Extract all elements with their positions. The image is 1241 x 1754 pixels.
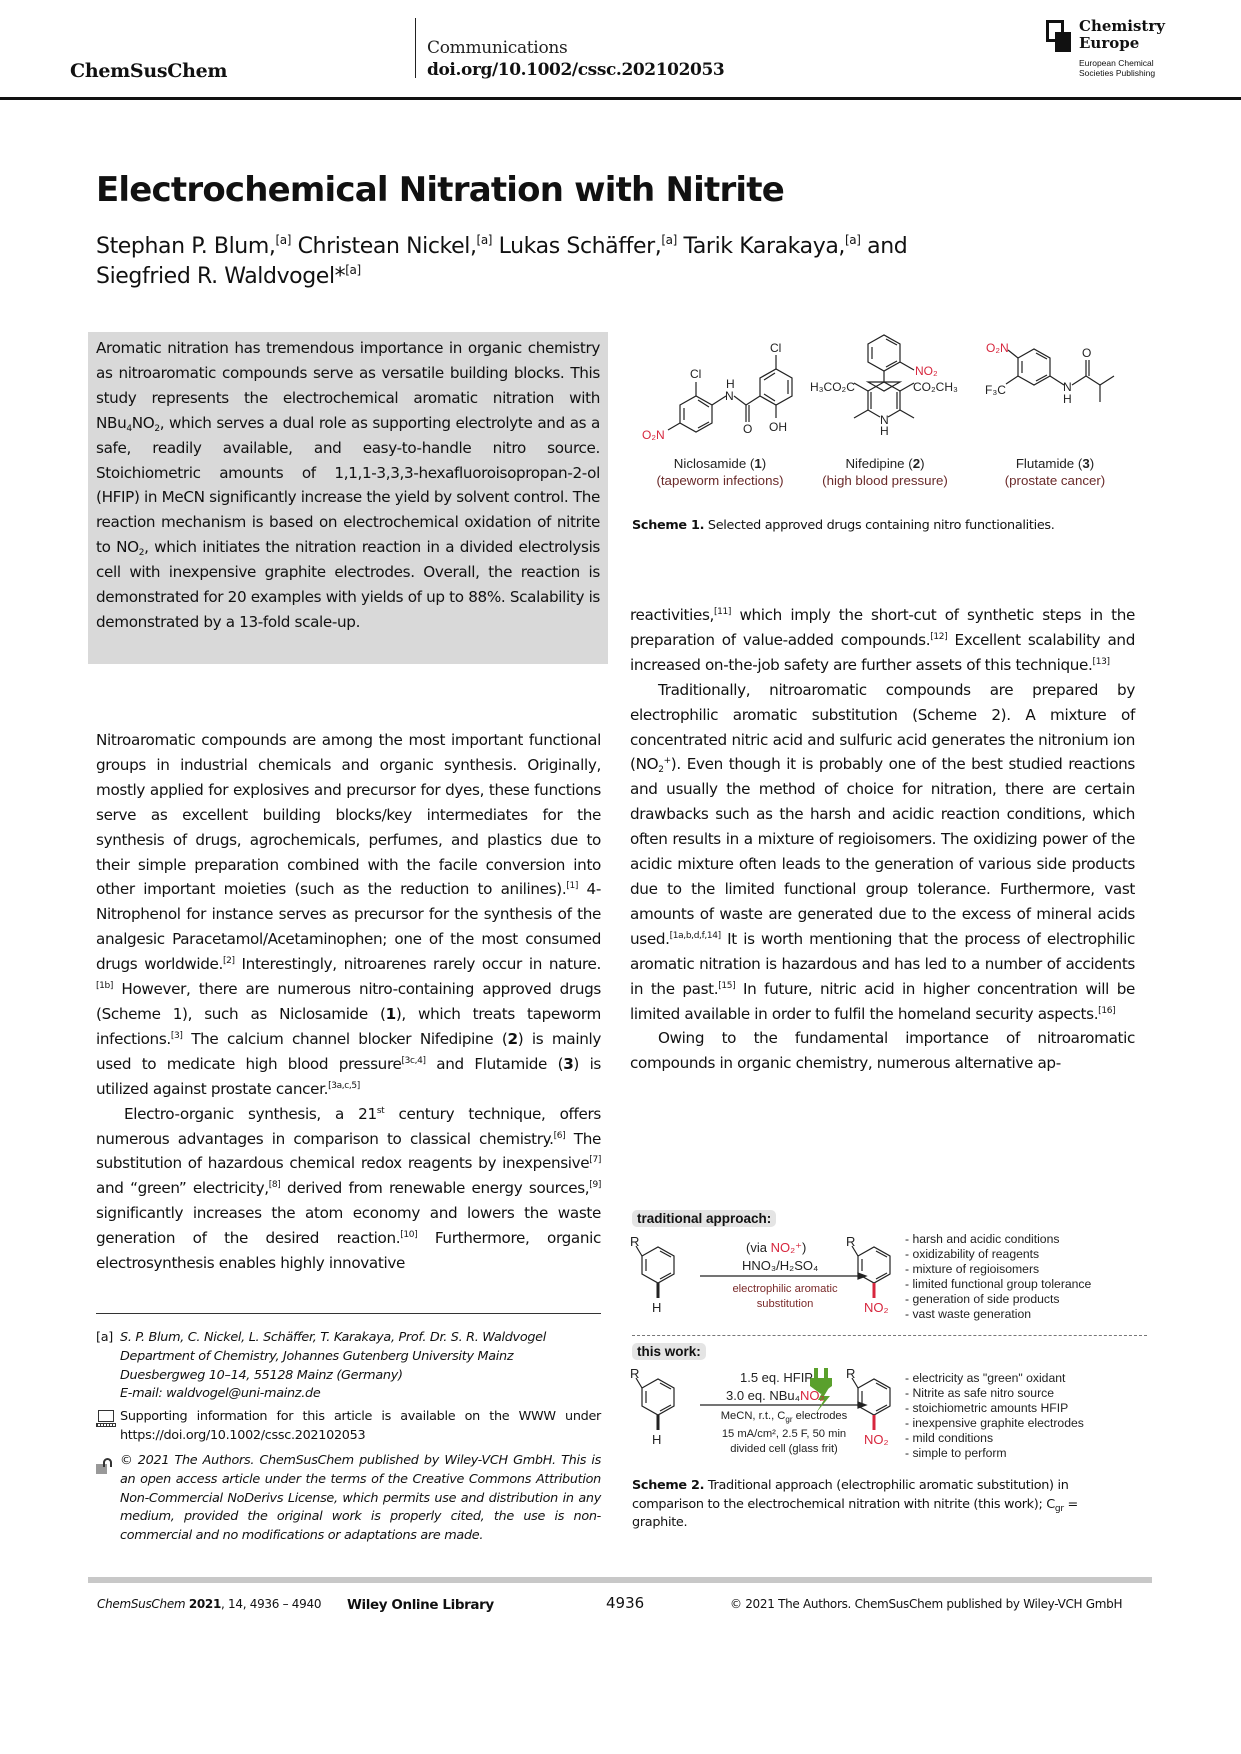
scheme-1-figure xyxy=(630,330,1140,495)
page-number: 4936 xyxy=(606,1594,645,1612)
body-right-column xyxy=(630,603,1135,1076)
nitro-product: NO₂ xyxy=(864,1300,889,1315)
open-access-lock-icon xyxy=(96,1458,116,1476)
compound-label-3: Flutamide (3) (prostate cancer) xyxy=(1004,456,1106,488)
svg-text:Cl: Cl xyxy=(770,341,782,355)
svg-text:H: H xyxy=(726,377,735,391)
laptop-icon xyxy=(96,1410,116,1428)
nitro-group: O₂N xyxy=(986,341,1009,355)
paragraph: Traditionally, nitroaromatic compounds are prepared by electrophilic aromatic substitution (Scheme 2). A mixture of concentrated nitric acid and sulfuric acid generates the nitronium ion $(NO_2^+)$. Even though it is probably one of the best studied reactions and usually the method of choice for nitration, there are certain drawbacks such as the harsh and acidic reaction conditions, which often results in a mixture of regioisomers. The oxidizing power of the acidic mixture often leads to the generation of various side products due to the limited functional group tolerance. Furthermore, vast amounts of waste are generated due to the excess of mineral acids used.[1a,b,d,f,14] It is worth mentioning that the process of electrophilic aromatic nitration is hazardous and has led to a number of accidents in the past.[15] In future, nitric acid in higher concentration will be limited available in order to fulfil the homeland security aspects.[16] xyxy=(630,680,1135,1023)
scheme-1-caption: Scheme 1. Selected approved drugs containing nitro functionalities. xyxy=(632,518,1055,533)
svg-text:H₃CO₂C: H₃CO₂C xyxy=(810,380,855,394)
body-left-column xyxy=(96,728,601,1276)
chemistry-europe-logo xyxy=(1046,18,1186,82)
author: Tarik Karakaya, xyxy=(683,234,845,259)
author-conjunction: and xyxy=(867,234,908,259)
section-divider xyxy=(632,1335,1147,1336)
traditional-approach-label: traditional approach: xyxy=(632,1210,776,1227)
footer-bar xyxy=(88,1577,1152,1583)
reagent-label: HNO₃/H₂SO₄ xyxy=(742,1258,819,1273)
compound-label-1: Niclosamide (1) (tapeworm infections) xyxy=(656,456,784,488)
logo-subtitle: European Chemical Societies Publishing xyxy=(1079,58,1156,78)
footnote-rule xyxy=(96,1313,601,1314)
header-rule xyxy=(0,97,1241,100)
paragraph: Nitroaromatic compounds are among the most important functional groups in industrial chemicals and organic synthesis. Originally, mostly applied for explosives and precursor for dyes, these functions serve as excellent building blocks/key intermediates for the synthesis of drugs, agrochemicals, perfumes, and plastics due to their simple preparation combined with the facile conversion into other important moieties (such as the reduction to anilines).[1] 4-Nitrophenol for instance serves as precursor for the synthesis of the analgesic Paracetamol/Acetaminophen; one of the most consumed drugs worldwide.[2] Interestingly, nitroarenes rarely occur in nature.[1b] However, there are numerous nitro-containing approved drugs (Scheme 1), such as Niclosamide (1), which treats tapeworm infections.[3] The calcium channel blocker Nifedipine (2) is mainly used to medicate high blood pressure[3c,4] and Flutamide (3) is utilized against prostate cancer.[3a,c,5] xyxy=(96,731,602,1098)
logo-title: Chemistry Europe xyxy=(1079,17,1165,52)
svg-text:N: N xyxy=(1063,380,1072,394)
header-divider xyxy=(415,18,416,78)
paragraph: reactivities,[11] which imply the short-cut of synthetic steps in the preparation of value-added compounds.[12] Excellent scalability and increased on-the-job safety are further assets of this technique.[13] xyxy=(630,606,1135,674)
svg-text:H: H xyxy=(1063,392,1072,406)
logo-square-filled-icon xyxy=(1055,32,1071,52)
via-nitronium: (via NO₂⁺) xyxy=(746,1240,807,1255)
supporting-info-link[interactable]: Supporting information for this article is available on the WWW under https://doi.org/10.1002/cssc.202102053 xyxy=(120,1409,601,1443)
author: Lukas Schäffer, xyxy=(498,234,662,259)
author: Stephan P. Blum, xyxy=(96,234,276,259)
svg-text:N: N xyxy=(880,413,889,427)
nitro-product: NO₂ xyxy=(864,1432,889,1447)
author: Christean Nickel, xyxy=(297,234,477,259)
svg-text:F₃C: F₃C xyxy=(985,383,1006,397)
paragraph: Electro-organic synthesis, a 21st century technique, offers numerous advantages in comparison to classical chemistry.[6] The substitution of hazardous chemical redox reagents by inexpensive[7] and “green” electricity,[8] derived from renewable energy sources,[9] significantly increases the atom economy and lowers the waste generation of the desired reaction.[10] Furthermore, organic electrosynthesis enables highly innovative xyxy=(96,1104,601,1273)
author-list: Stephan P. Blum,[a] Christean Nickel,[a] Lukas Schäffer,[a] Tarik Karakaya,[a] and Siegfried R. Waldvogel*[a] xyxy=(96,233,908,289)
doi-link[interactable]: doi.org/10.1002/cssc.202102053 xyxy=(427,60,725,80)
wiley-online-library-link[interactable]: Wiley Online Library xyxy=(347,1597,494,1613)
this-work-label: this work: xyxy=(632,1343,706,1360)
compound-label-2: Nifedipine (2) (high blood pressure) xyxy=(822,456,948,488)
reaction-type-label: electrophilic aromatic substitution xyxy=(732,1283,838,1310)
drug-structures-diagram xyxy=(630,330,1140,450)
nitro-group: NO₂ xyxy=(915,364,938,378)
svg-text:OH: OH xyxy=(769,420,787,434)
svg-text:O: O xyxy=(1082,346,1092,360)
author-corresponding: Siegfried R. Waldvogel* xyxy=(96,264,346,289)
advantages-list: - electricity as "green" oxidant - Nitrite as safe nitro source - stoichiometric amounts HFIP - inexpensive graphite electrodes - mild conditions - simple to perform xyxy=(905,1371,1084,1460)
atom-cl: Cl xyxy=(690,367,702,381)
article-title: Electrochemical Nitration with Nitrite xyxy=(96,170,784,210)
scheme-2-figure: traditional approach: R H (via NO₂⁺) HNO₃/H₂SO₄ electrophilic aromatic substitution R NO₂ - harsh and acidic conditions - oxidizability of reagents - mixture of regioisomers - limited functional group tolerance - generation of side products - vast waste generation this work: R H 1.5 eq. HFIP 3.0 eq. NBu₄NO₂ MeCN, r.t., $C_{gr}$ electrodes 15 mA/cm², 2.5 F, 50 min divided cell (glass frit) R NO₂ - electricity as "green" oxidant - Nitrite as safe nitro source - stoichiometric amounts HFIP - inexpensive graphite electrodes - mild conditions - simple to perform xyxy=(630,1208,1150,1458)
nitro-group: O₂N xyxy=(642,428,665,442)
abstract: Aromatic nitration has tremendous importance in organic chemistry as nitroaromatic compounds serve as versatile building blocks. This study represents the electrochemical aromatic nitration with $NBu_4NO_2$, which serves a dual role as supporting electrolyte and as a safe, readily available, and easy-to-handle nitro source. Stoichiometric amounts of 1,1,1-3,3,3-hexafluoroisopropan-2-ol (HFIP) in MeCN significantly increase the yield by solvent control. The reaction mechanism is based on electrochemical oxidation of nitrite to $NO_2$, which initiates the nitration reaction in a divided electrolysis cell with inexpensive graphite electrodes. Overall, the reaction is demonstrated for 20 examples with yields of up to 88%. Scalability is demonstrated by a 13-fold scale-up. xyxy=(88,332,608,664)
citation: ChemSusChem 2021, 14, 4936 – 4940 xyxy=(97,1597,322,1611)
scheme-2-caption: Scheme 2. Traditional approach (electrophilic aromatic substitution) in comparison to the electrochemical nitration with nitrite (this work); $C_{gr}$ = graphite. xyxy=(632,1478,1078,1530)
svg-text:O: O xyxy=(743,422,753,436)
svg-text:CO₂CH₃: CO₂CH₃ xyxy=(913,380,958,394)
journal-name: ChemSusChem xyxy=(70,60,228,82)
paragraph: Owing to the fundamental importance of nitroaromatic compounds in organic chemistry, numerous alternative ap- xyxy=(630,1029,1135,1073)
svg-text:H: H xyxy=(880,424,889,438)
section-label: Communications xyxy=(427,38,568,58)
copyright-notice: © 2021 The Authors. ChemSusChem published by Wiley-VCH GmbH xyxy=(730,1597,1123,1611)
reaction-conditions: MeCN, r.t., $C_{gr}$ electrodes 15 mA/cm², 2.5 F, 50 min divided cell (glass frit) xyxy=(720,1410,848,1456)
drawbacks-list: - harsh and acidic conditions - oxidizability of reagents - mixture of regioisomers - limited functional group tolerance - generation of side products - vast waste generation xyxy=(905,1232,1092,1321)
svg-text:N: N xyxy=(725,389,734,403)
author-email[interactable]: E-mail: waldvogel@uni-mainz.de xyxy=(120,1386,321,1402)
reagent-nitrite: 3.0 eq. NBu₄NO₂ xyxy=(726,1388,825,1403)
reagent-hfip: 1.5 eq. HFIP xyxy=(740,1370,813,1385)
